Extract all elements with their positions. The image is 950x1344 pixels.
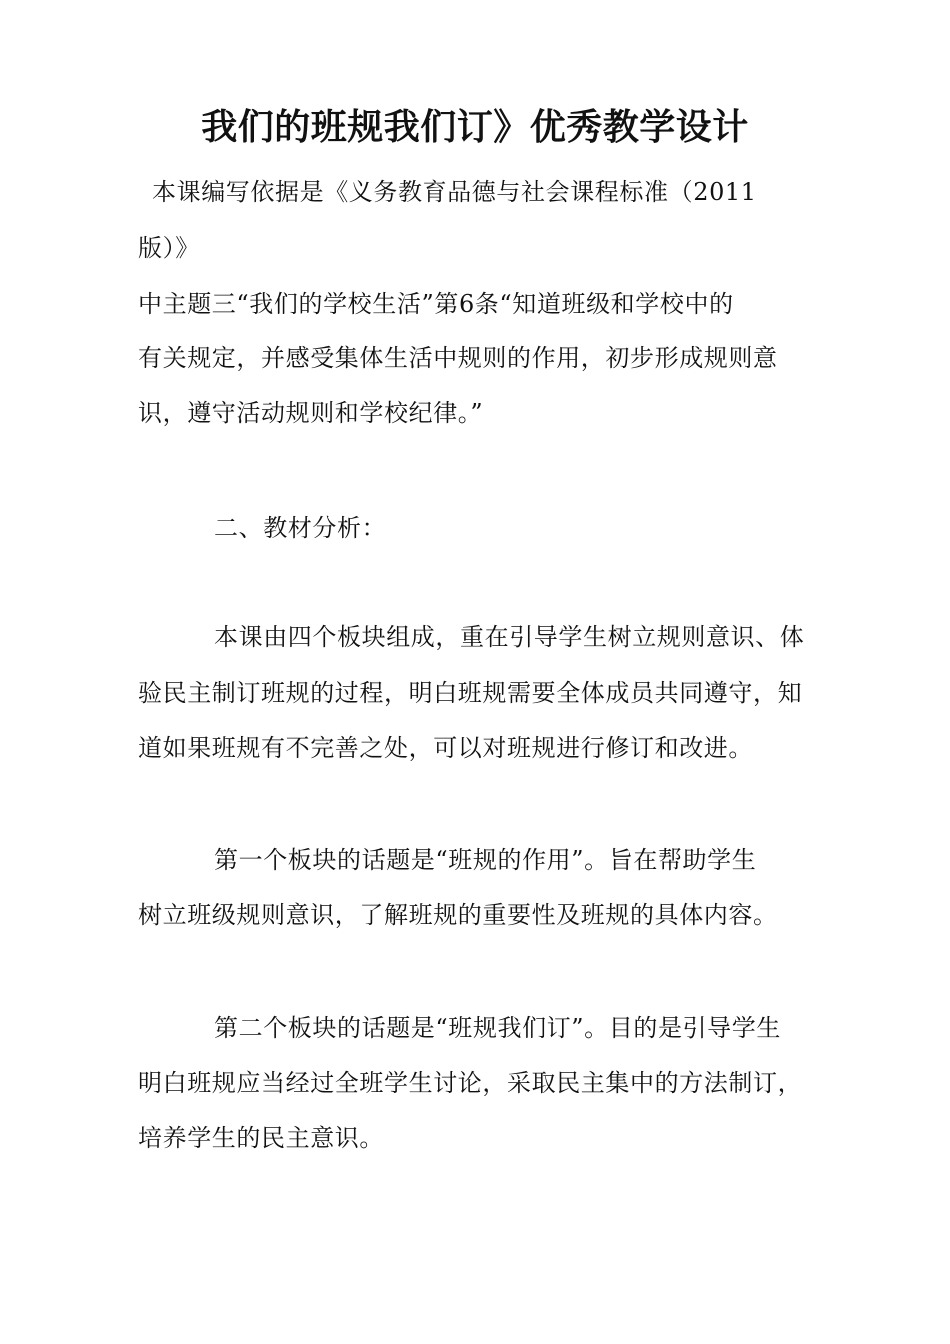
basis-line-2: 版）》	[138, 234, 200, 262]
basis-line-4: 有关规定，并感受集体生活中规则的作用，初步形成规则意	[138, 344, 778, 372]
section-heading: 二、教材分析：	[214, 514, 387, 542]
document-title: 我们的班规我们订》优秀教学设计	[201, 107, 749, 148]
basis-line-5: 识，遵守活动规则和学校纪律。”	[138, 399, 484, 427]
paragraph-1-line-1: 本课由四个板块组成，重在引导学生树立规则意识、体	[214, 623, 805, 651]
paragraph-3-line-1: 第二个板块的话题是“班规我们订”。目的是引导学生	[214, 1014, 781, 1042]
paragraph-3-line-3: 培养学生的民主意识。	[138, 1124, 384, 1152]
paragraph-2-line-2: 树立班级规则意识，了解班规的重要性及班规的具体内容。	[138, 901, 778, 929]
paragraph-3-line-2: 明白班规应当经过全班学生讨论，采取民主集中的方法制订，	[138, 1069, 803, 1097]
basis-line-3: 中主题三“我们的学校生活”第6条“知道班级和学校中的	[138, 290, 734, 318]
paragraph-1-line-3: 道如果班规有不完善之处，可以对班规进行修订和改进。	[138, 734, 753, 762]
paragraph-2-line-1: 第一个板块的话题是“班规的作用”。旨在帮助学生	[214, 846, 757, 874]
paragraph-1-line-2: 验民主制订班规的过程，明白班规需要全体成员共同遵守，知	[138, 679, 803, 707]
basis-line-1: 本课编写依据是《义务教育品德与社会课程标准（2011	[152, 178, 757, 206]
